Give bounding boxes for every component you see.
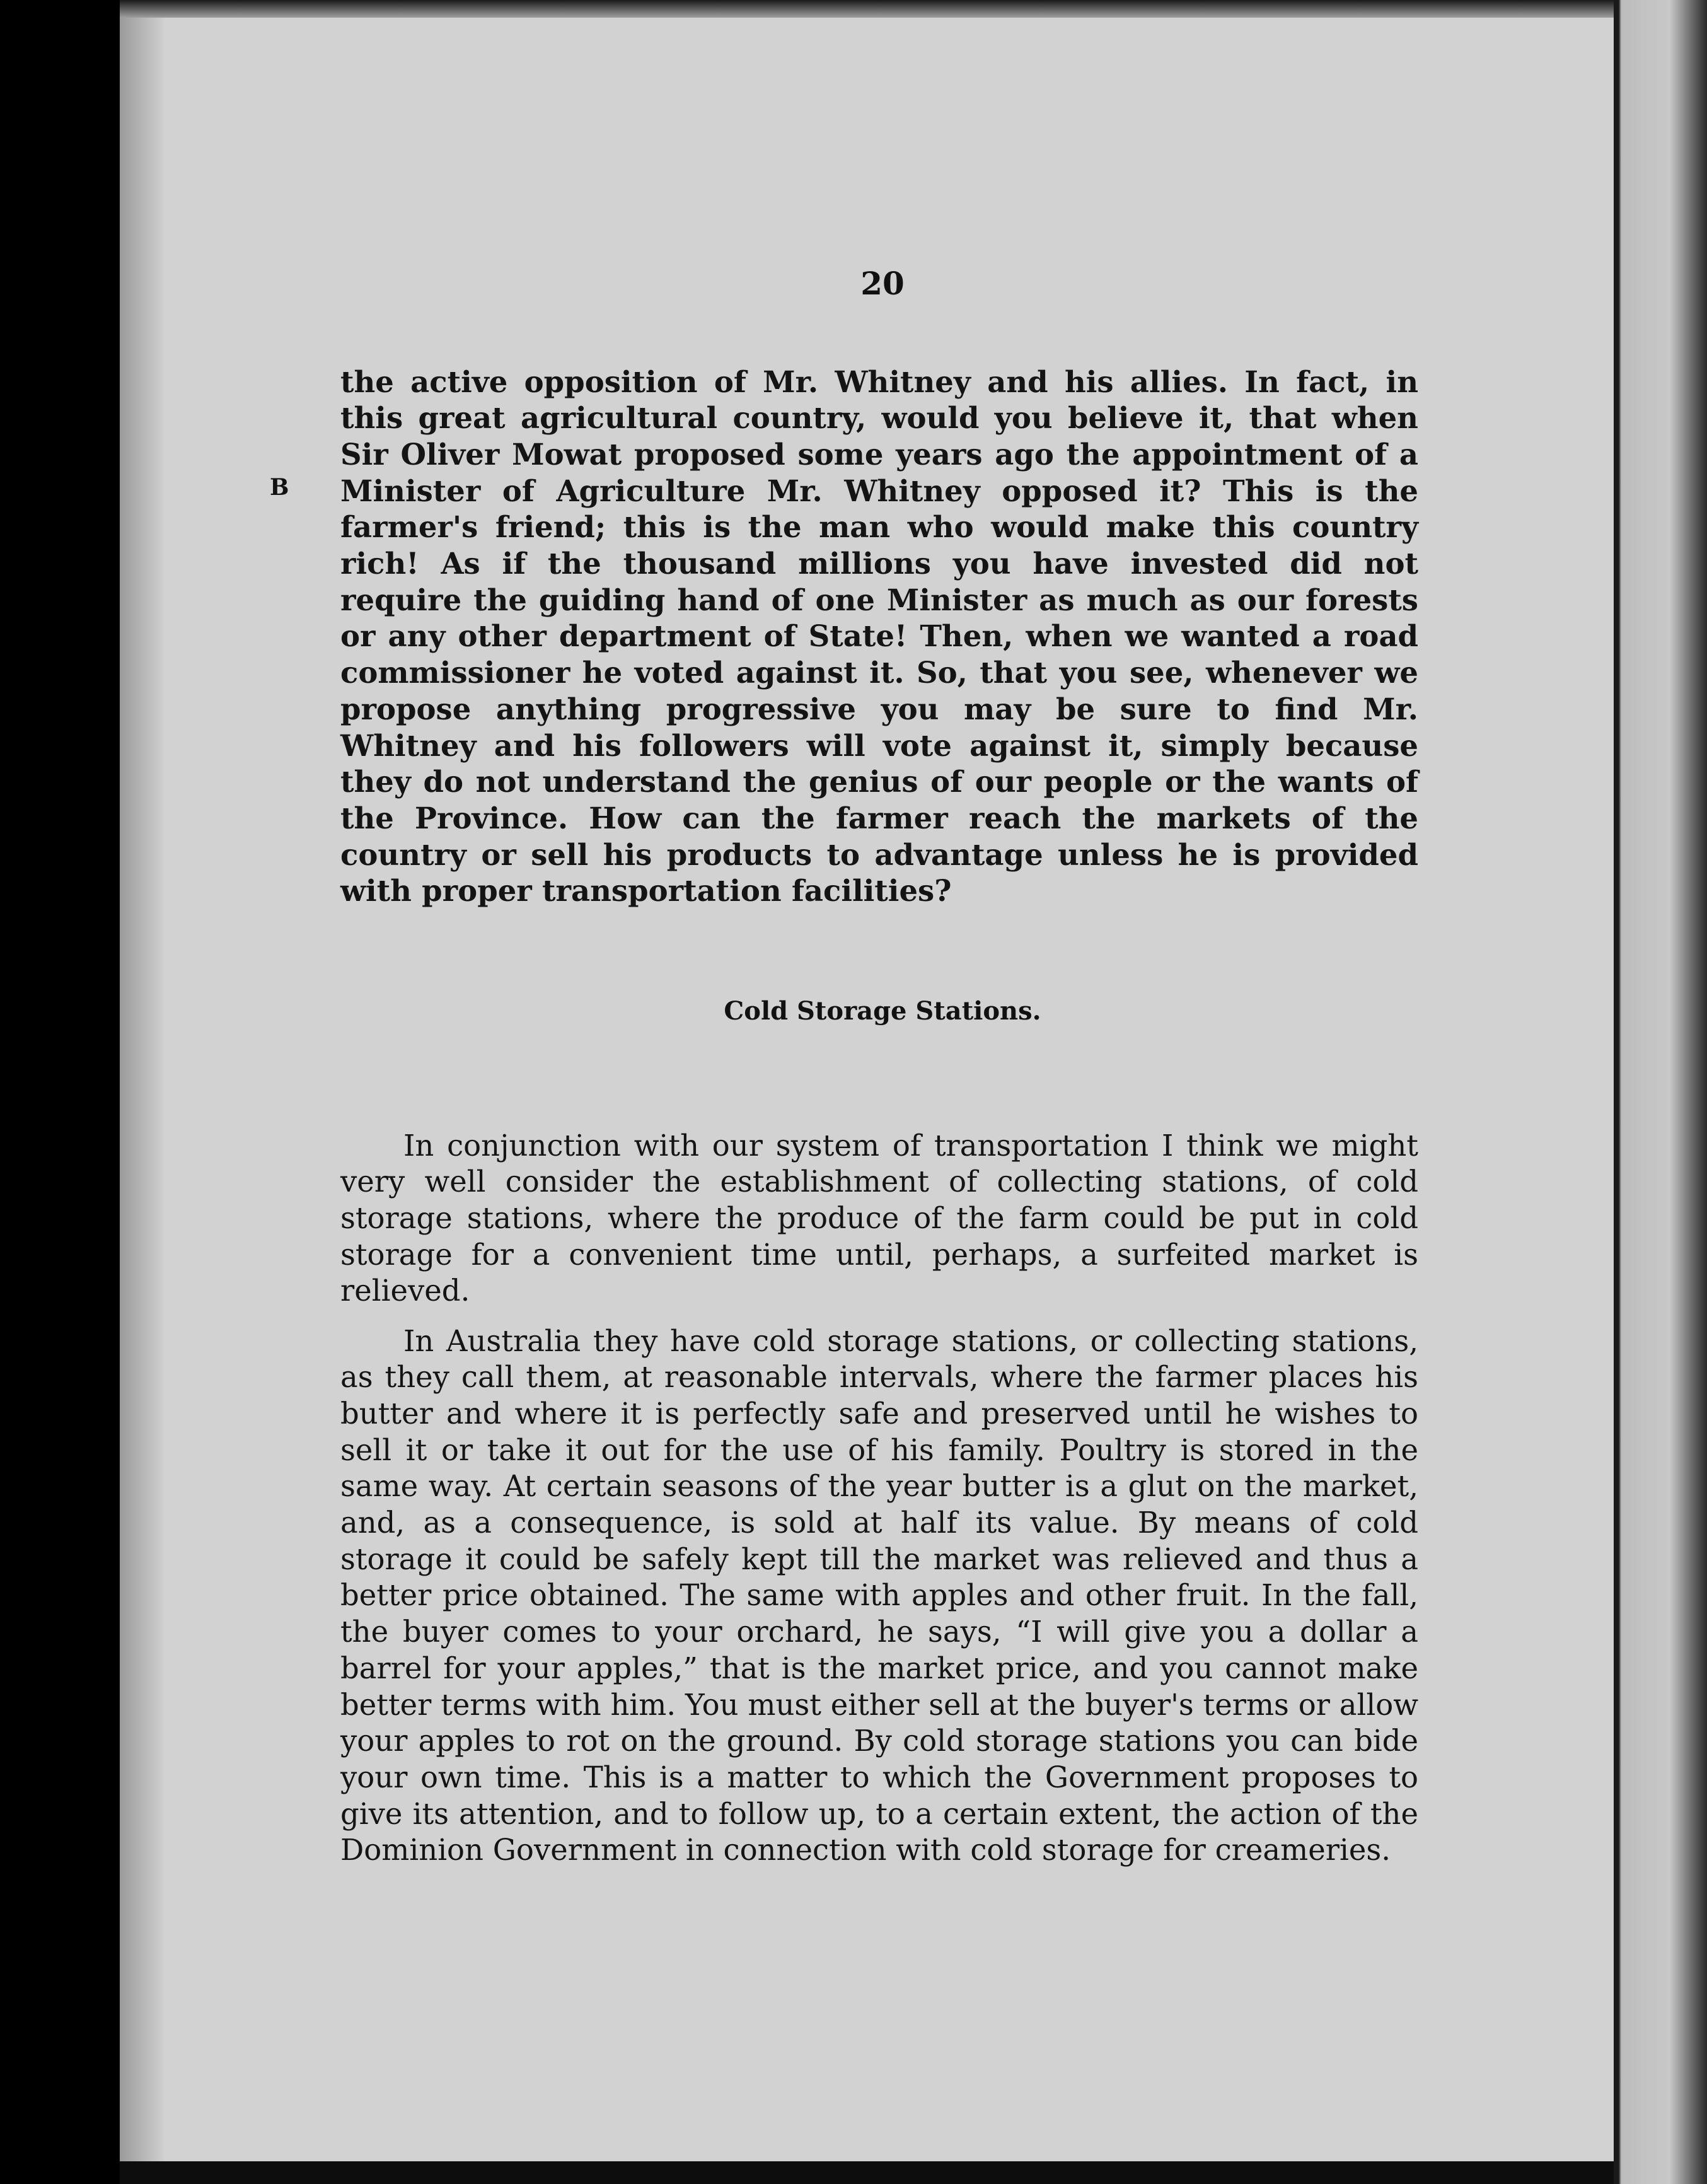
section-heading: Cold Storage Stations. <box>724 996 1041 1026</box>
facing-page-edge <box>1614 0 1707 2184</box>
page-binding-shadow <box>120 18 164 2161</box>
paragraph-conjunction: In conjunction with our system of transportation I think we might very well consider the establishment of collecting stations, of cold storage stations, where the produce of the farm could be put in cold storage for a convenient time until, perhaps, a surfeited market is relieved. <box>340 1128 1418 1308</box>
page-number: 20 <box>860 265 905 302</box>
paragraph-australia: In Australia they have cold storage stations, or collecting stations, as they call them, at reasonable intervals, where the farmer places his butter and where it is perfectly safe and preserved until he wishes to sell it or take it out for the use of his family. Poultry is stored in the same way. At certain seasons of the year butter is a glut on the market, and, as a consequence, is sold at half its value. By means of cold storage it could be safely kept till the market was relieved and thus a better price obtained. The same with apples and other fruit. In the fall, the buyer comes to your orchard, he says, “I will give you a dollar a barrel for your apples,” that is the market price, and you cannot make better terms with him. You must either sell at the buyer's terms or allow your apples to rot on the ground. By cold storage stations you can bide your own time. This is a matter to which the Government proposes to give its attention, and to follow up, to a certain extent, the action of the Dominion Government in connection with cold storage for creameries. <box>340 1323 1418 1867</box>
page-bottom-edge <box>120 2161 1614 2184</box>
paragraph-opposition: the active opposition of Mr. Whitney and his allies. In fact, in this great agricultural country, would you believe it, that when Sir Oliver Mowat proposed some years ago the appointment of a Minister of Agriculture Mr. Whitney opposed it? This is the farmer's friend; this is the man who would make this country rich! As if the thousand millions you have invested did not require the guiding hand of one Minister as much as our forests or any other department of State! Then, when we wanted a road commissioner he voted against it. So, that you see, whenever we propose anything progressive you may be sure to find Mr. Whitney and his followers will vote against it, simply because they do not understand the genius of our people or the wants of the Province. How can the farmer reach the markets of the country or sell his products to advantage unless he is provided with proper transportation facilities? <box>340 364 1418 909</box>
margin-mark: B <box>270 474 289 501</box>
